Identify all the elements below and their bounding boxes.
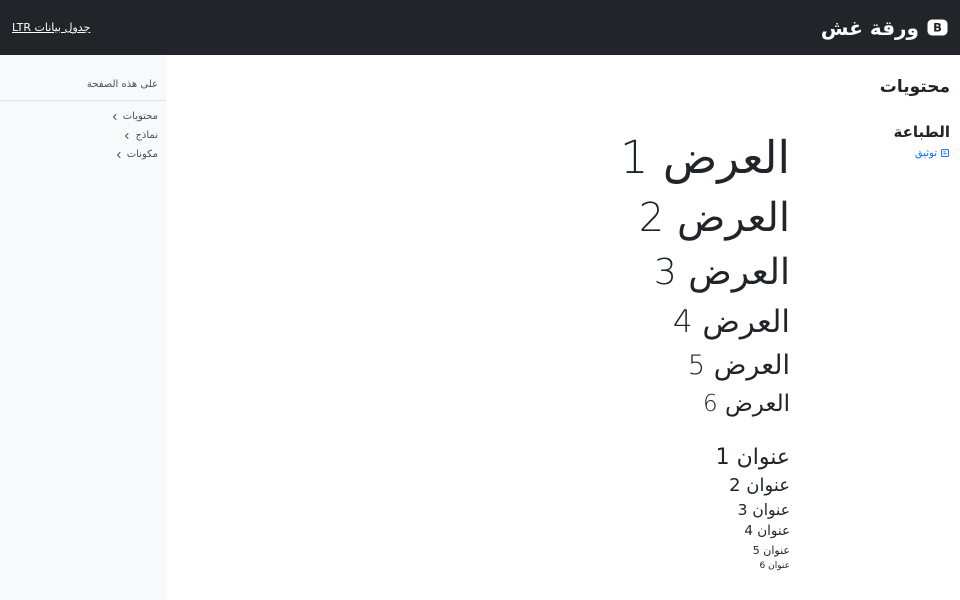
brand-label: ورقة غش <box>820 15 919 40</box>
display-1-example: العرض 1 <box>619 131 790 185</box>
heading-2-example: عنوان 2 <box>729 475 790 497</box>
top-navbar <box>0 0 960 55</box>
on-this-page-sidebar <box>0 55 166 600</box>
display-3-example: العرض 3 <box>653 252 790 294</box>
documentation-link[interactable] <box>800 148 950 159</box>
chevron-left-icon <box>115 151 123 159</box>
sidebar-heading: على هذه الصفحة <box>0 79 166 101</box>
sidebar-item-label: نماذج <box>135 129 158 141</box>
documentation-icon <box>940 148 950 158</box>
sidebar-item-label: مكونات <box>126 148 158 160</box>
sidebar-item-components[interactable] <box>8 145 158 164</box>
logo-letter: B <box>933 20 942 35</box>
page-title: محتويات <box>879 77 950 97</box>
display-5-example: العرض 5 <box>687 349 790 381</box>
typography-section <box>176 123 950 575</box>
sidebar-item-contents[interactable] <box>8 107 158 126</box>
heading-3-example: عنوان 3 <box>737 500 790 519</box>
bootstrap-logo-icon <box>927 19 948 36</box>
chevron-left-icon <box>111 113 119 121</box>
main-content <box>166 55 960 600</box>
heading-5-example: عنوان 5 <box>752 543 790 557</box>
headings-examples <box>176 445 790 572</box>
heading-4-example: عنوان 4 <box>744 523 790 540</box>
ltr-cheatsheet-link[interactable]: جدول بيانات LTR <box>12 21 91 34</box>
heading-1-example: عنوان 1 <box>715 444 790 470</box>
page-layout <box>0 55 960 600</box>
sidebar-item-forms[interactable] <box>8 126 158 145</box>
display-4-example: العرض 4 <box>672 303 790 340</box>
display-6-example: العرض 6 <box>703 391 790 418</box>
documentation-link-label: توثيق <box>914 147 937 159</box>
brand-link[interactable] <box>820 15 948 40</box>
typography-examples <box>176 123 790 575</box>
section-heading <box>800 123 950 159</box>
heading-6-example: عنوان 6 <box>759 560 790 571</box>
sidebar-nav <box>8 107 158 164</box>
display-2-example: العرض 2 <box>638 195 790 242</box>
section-title: الطباعة <box>893 123 950 142</box>
chevron-left-icon <box>123 132 131 140</box>
sidebar-item-label: محتويات <box>122 110 158 122</box>
